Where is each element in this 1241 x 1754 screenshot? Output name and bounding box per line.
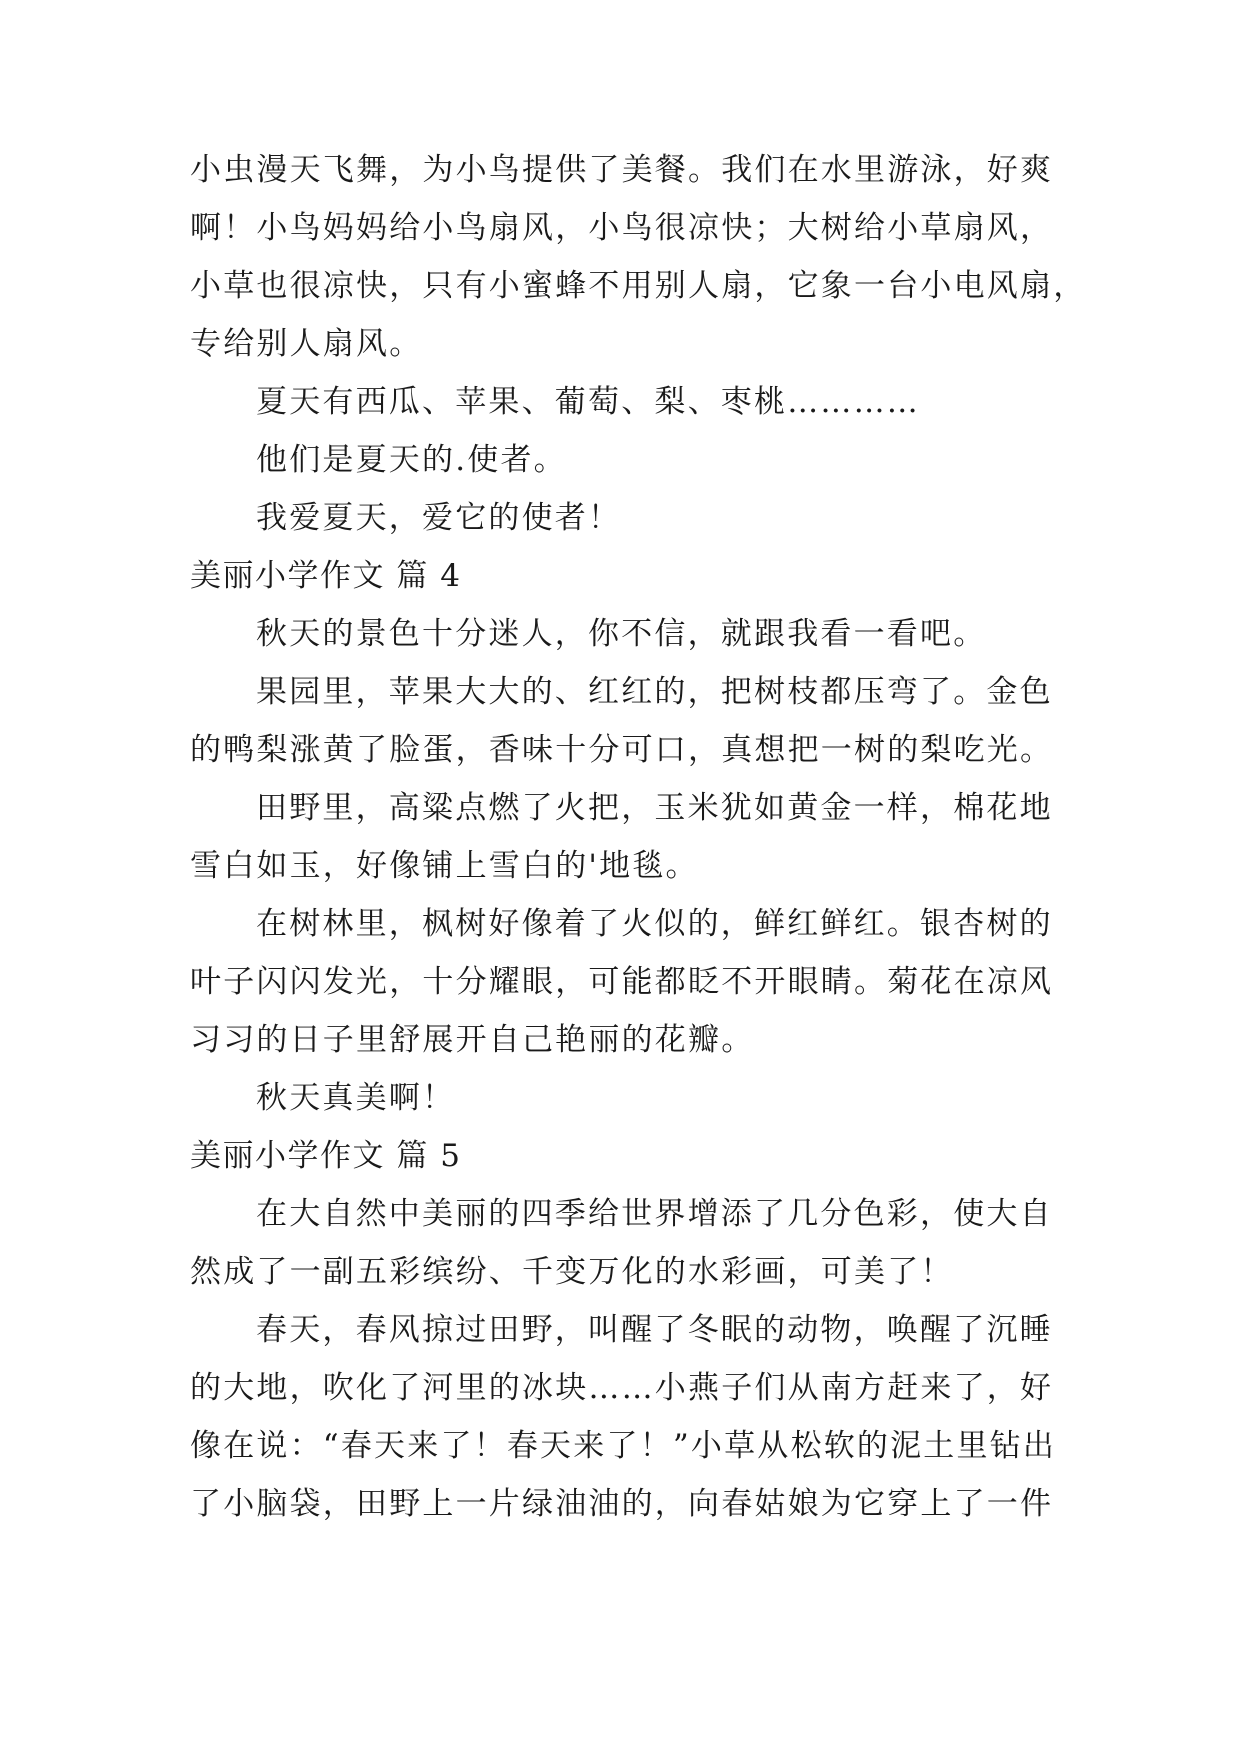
text-line: 雪白如玉，好像铺上雪白的'地毯。 xyxy=(190,848,699,884)
text-line: 啊！小鸟妈妈给小鸟扇风，小鸟很凉快；大树给小草扇风， xyxy=(190,210,1054,246)
text-line: 果园里，苹果大大的、红红的，把树枝都压弯了。金色 xyxy=(256,674,1053,710)
text-line: 然成了一副五彩缤纷、千变万化的水彩画，可美了！ xyxy=(190,1254,954,1290)
text-line: 春天，春风掠过田野，叫醒了冬眠的动物，唤醒了沉睡 xyxy=(256,1312,1053,1348)
section-heading: 美丽小学作文 篇 5 xyxy=(190,1138,462,1174)
text-line: 小草也很凉快，只有小蜜蜂不用别人扇，它象一台小电风扇， xyxy=(190,268,1087,304)
text-line: 田野里，高粱点燃了火把，玉米犹如黄金一样，棉花地 xyxy=(256,790,1053,826)
text-line: 的大地，吹化了河里的冰块……小燕子们从南方赶来了，好 xyxy=(190,1370,1054,1406)
text-line: 我爱夏天，爱它的使者！ xyxy=(256,500,622,536)
text-line: 像在说：“春天来了！春天来了！”小草从松软的泥土里钻出 xyxy=(190,1428,1057,1464)
text-line: 秋天真美啊！ xyxy=(256,1080,456,1116)
text-line: 小虫漫天飞舞，为小鸟提供了美餐。我们在水里游泳，好爽 xyxy=(190,152,1054,188)
text-line: 在大自然中美丽的四季给世界增添了几分色彩，使大自 xyxy=(256,1196,1053,1232)
text-line: 叶子闪闪发光，十分耀眼，可能都眨不开眼睛。菊花在凉风 xyxy=(190,964,1054,1000)
text-line: 的鸭梨涨黄了脸蛋，香味十分可口，真想把一树的梨吃光。 xyxy=(190,732,1054,768)
section-heading: 美丽小学作文 篇 4 xyxy=(190,558,462,594)
text-line: 专给别人扇风。 xyxy=(190,326,423,362)
text-line: 习习的日子里舒展开自己艳丽的花瓣。 xyxy=(190,1022,755,1058)
text-line: 秋天的景色十分迷人，你不信，就跟我看一看吧。 xyxy=(256,616,987,652)
text-line: 他们是夏天的.使者。 xyxy=(256,442,567,478)
text-line: 夏天有西瓜、苹果、葡萄、梨、枣桃………… xyxy=(256,384,920,420)
text-line: 了小脑袋，田野上一片绿油油的，向春姑娘为它穿上了一件 xyxy=(190,1486,1054,1522)
text-line: 在树林里，枫树好像着了火似的，鲜红鲜红。银杏树的 xyxy=(256,906,1053,942)
